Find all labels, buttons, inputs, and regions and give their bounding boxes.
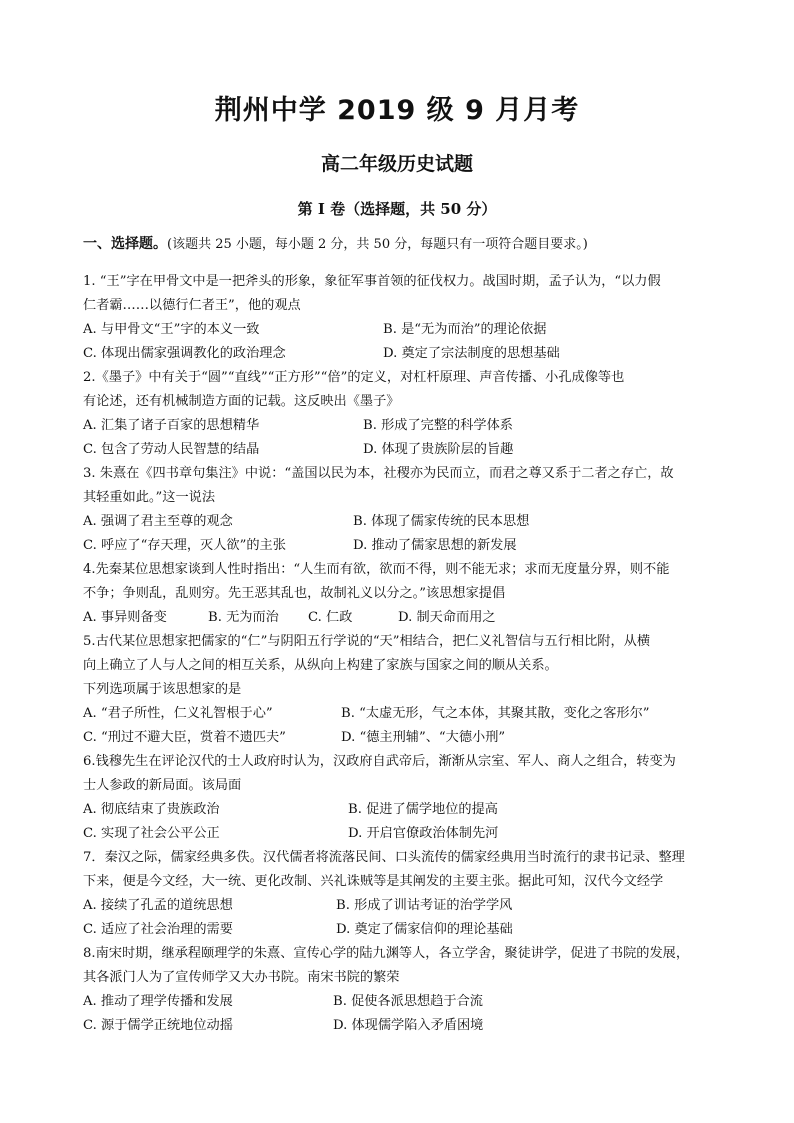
question-7 [83,846,717,942]
question-5 [83,630,717,750]
question-text-line: 6.钱穆先生在评论汉代的士人政府时认为，汉政府自武帝后，渐渐从宗室、军人、商人之组合，转变为 [83,754,676,769]
question-8 [83,942,717,1038]
option-row [83,918,717,942]
option-row [83,414,717,438]
question-text-line: 8.南宋时期，继承程颐理学的朱熹、宣传心学的陆九渊等人，各立学舍，聚徒讲学，促进了书院的发展， [83,946,690,961]
answer-option-c: C. 呼应了“存天理，灭人欲”的主张 [83,538,286,553]
answer-option-b: B. 体现了儒家传统的民本思想 [353,514,530,529]
question-text-line: 士人参政的新局面。该局面 [83,778,242,793]
answer-option-a: A. 强调了君主至尊的观念 [83,514,233,529]
answer-option-d: D. 奠定了宗法制度的思想基础 [383,346,560,361]
answer-option-b: B. 促进了儒学地位的提高 [348,802,498,817]
question-text-line: 其各派门人为了宣传师学又大办书院。南宋书院的繁荣 [83,970,400,985]
question-text-line: 5.古代某位思想家把儒家的“仁”与阴阳五行学说的“天”相结合，把仁义礼智信与五行相比附，从横 [83,634,651,649]
exam-title: 荆州中学 2019 级 9 月月考 [214,95,580,126]
answer-option-d: D. 开启官僚政治体制先河 [348,826,499,841]
answer-option-b: B. 无为而治 [208,610,279,625]
question-4 [83,558,717,630]
answer-option-a: A. 与甲骨文“王”字的本义一致 [83,322,260,337]
answer-option-b: B. 是“无为而治”的理论依据 [383,322,547,337]
option-row [83,894,717,918]
option-row [83,798,717,822]
question-1 [83,270,717,366]
answer-option-a: A. 事异则备变 [83,610,167,625]
question-text-line: 仁者霸……以德行仁者王”，他的观点 [83,298,301,313]
option-row [83,318,717,342]
answer-option-d: D. 体现儒学陷入矛盾困境 [333,1018,484,1033]
question-text-line: 4.先秦某位思想家谈到人性时指出：“人生而有欲，欲而不得，则不能无求；求而无度量分界，则不能 [83,562,670,577]
volume-heading: 第 I 卷（选择题，共 50 分） [297,200,497,218]
question-list [83,270,717,1038]
option-row [83,726,717,750]
answer-option-b: B. “太虚无形，气之本体，其聚其散，变化之客形尔” [341,706,650,721]
answer-option-c: C. “刑过不避大臣，赏着不遗匹夫” [83,730,286,745]
answer-option-c: C. 体现出儒家强调教化的政治理念 [83,346,286,361]
option-row [83,1014,717,1038]
answer-option-a: A. 接续了孔孟的道统思想 [83,898,233,913]
option-row [83,702,717,726]
answer-option-b: B. 促使各派思想趋于合流 [333,994,483,1009]
answer-option-a: A. “君子所性，仁义礼智根于心” [83,706,273,721]
option-row [83,342,717,366]
answer-option-b: B. 形成了完整的科学体系 [363,418,513,433]
question-text-line: 不争；争则乱，乱则穷。先王恶其乱也，故制礼义以分之。”该思想家提倡 [83,586,506,601]
answer-option-a: A. 推动了理学传播和发展 [83,994,233,1009]
answer-option-c: C. 仁政 [308,610,353,625]
answer-option-d: D. 推动了儒家思想的新发展 [353,538,517,553]
question-text-line: 下列选项属于该思想家的是 [83,682,242,697]
option-row [83,606,717,630]
answer-option-a: A. 汇集了诸子百家的思想精华 [83,418,260,433]
question-text-line: 向上确立了人与人之间的相互关系，从纵向上构建了家族与国家之间的顺从关系。 [83,658,558,673]
answer-option-d: D. 制天命而用之 [398,610,496,625]
section-title: 一、选择题。 [83,236,167,252]
question-3 [83,462,717,558]
question-text-line: 有论述，还有机械制造方面的记载。这反映出《墨子》 [83,394,400,409]
answer-option-b: B. 形成了训诂考证的治学学风 [336,898,513,913]
option-row [83,510,717,534]
option-row [83,990,717,1014]
question-text-line: 3. 朱熹在《四书章句集注》中说：“盖国以民为本，社稷亦为民而立，而君之尊又系于二者之存亡，故 [83,466,674,481]
option-row [83,534,717,558]
question-text-line: 下来，便是今文经，大一统、更化改制、兴礼诛贼等是其阐发的主要主张。据此可知，汉代今文经学 [83,874,664,889]
question-text-line: 1. “王”字在甲骨文中是一把斧头的形象，象征军事首领的征伐权力。战国时期，孟子认为，“以力假 [83,274,661,289]
section-instructions: (该题共 25 小题，每小题 2 分，共 50 分，每题只有一项符合题目要求。) [167,237,588,252]
question-2 [83,366,717,462]
answer-option-d: D. “德主刑辅”、“大德小刑” [341,730,506,745]
question-text-line: 2.《墨子》中有关于“圆”“直线”“正方形”“倍”的定义，对杠杆原理、声音传播、小孔成像等也 [83,370,625,385]
exam-subtitle: 高二年级历史试题 [320,153,473,175]
section-heading [83,233,588,253]
answer-option-d: D. 体现了贵族阶层的旨趣 [363,442,514,457]
option-row [83,438,717,462]
answer-option-c: C. 实现了社会公平公正 [83,826,220,841]
question-6 [83,750,717,846]
answer-option-c: C. 包含了劳动人民智慧的结晶 [83,442,260,457]
question-text-line: 其轻重如此。”这一说法 [83,490,216,505]
answer-option-d: D. 奠定了儒家信仰的理论基础 [336,922,513,937]
answer-option-c: C. 源于儒学正统地位动摇 [83,1018,233,1033]
question-text-line: 7．秦汉之际，儒家经典多佚。汉代儒者将流落民间、口头流传的儒家经典用当时流行的隶书记录、整理 [83,850,685,865]
answer-option-c: C. 适应了社会治理的需要 [83,922,233,937]
option-row [83,822,717,846]
answer-option-a: A. 彻底结束了贵族政治 [83,802,220,817]
